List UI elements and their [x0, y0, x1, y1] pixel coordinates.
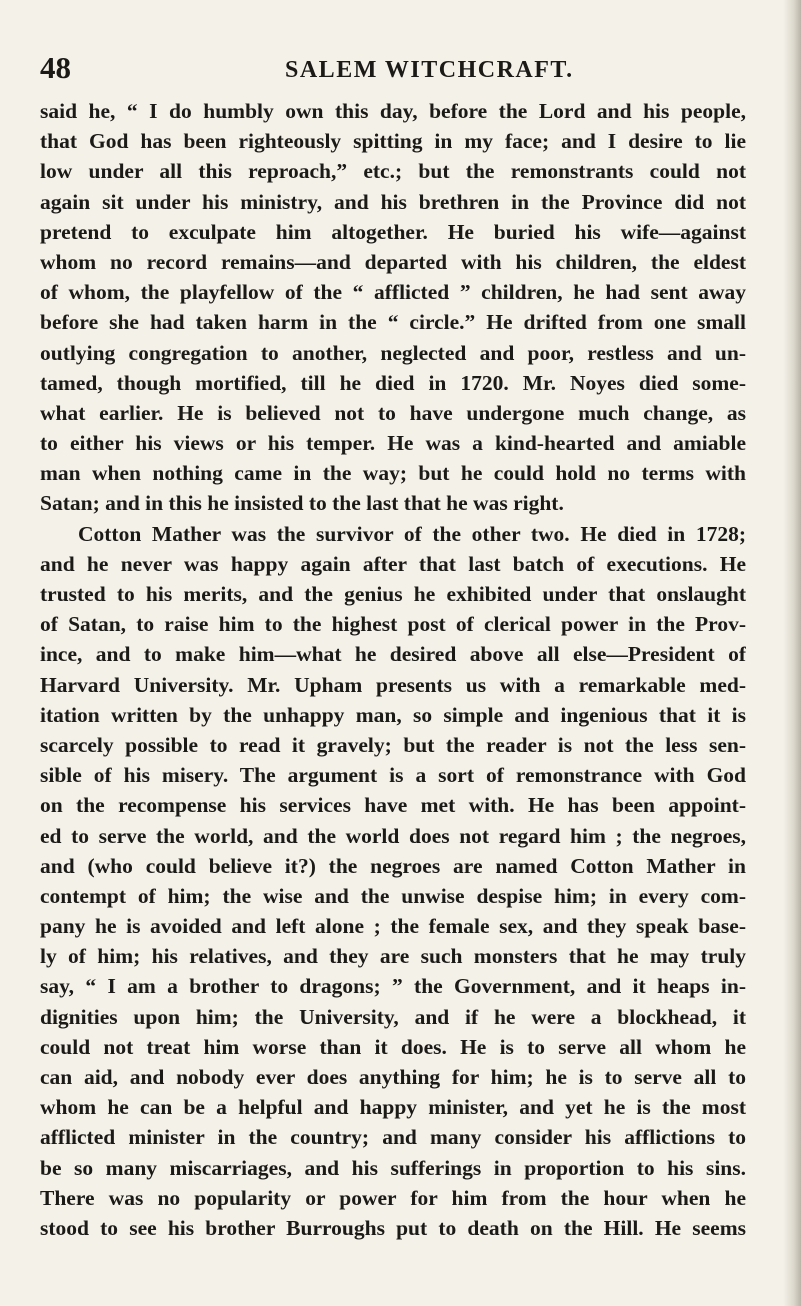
text-line: whom he can be a helpful and happy minister, and yet he is the most [40, 1095, 746, 1120]
text-line: pretend to exculpate him altogether. He buried his wife—against [40, 219, 746, 244]
text-line: pany he is avoided and left alone ; the female sex, and they speak base- [40, 914, 746, 939]
text-line: and (who could believe it?) the negroes are named Cotton Mather in [40, 853, 746, 878]
text-line: contempt of him; the wise and the unwise despise him; in every com- [40, 883, 746, 908]
page-edge-shadow [783, 0, 801, 1306]
text-line: again sit under his ministry, and his brethren in the Province did not [40, 189, 746, 214]
text-line: and he never was happy again after that last batch of executions. He [40, 551, 746, 576]
paragraph-2 [40, 519, 746, 1244]
text-line: ed to serve the world, and the world does not regard him ; the negroes, [40, 823, 746, 848]
text-line: of Satan, to raise him to the highest post of clerical power in the Prov- [40, 612, 746, 637]
text-line: low under all this reproach,” etc.; but the remonstrants could not [40, 159, 746, 184]
running-head [40, 50, 746, 86]
text-line: There was no popularity or power for him from the hour when he [40, 1185, 746, 1210]
text-line: ince, and to make him—what he desired above all else—President of [40, 642, 746, 667]
text-line: outlying congregation to another, neglected and poor, restless and un- [40, 340, 746, 365]
paragraph-1 [40, 96, 746, 519]
text-line: tamed, though mortified, till he died in 1720. Mr. Noyes died some- [40, 370, 746, 395]
text-line: ly of him; his relatives, and they are such monsters that he may truly [40, 944, 746, 969]
running-head-title: SALEM WITCHCRAFT. [285, 57, 574, 83]
body-text [40, 96, 746, 1243]
text-line: what earlier. He is believed not to have undergone much change, as [40, 400, 746, 425]
text-line: dignities upon him; the University, and if he were a blockhead, it [40, 1004, 746, 1029]
text-line: said he, “ I do humbly own this day, before the Lord and his people, [40, 99, 746, 123]
text-line: to either his views or his temper. He was a kind-hearted and amiable [40, 431, 746, 456]
text-line: say, “ I am a brother to dragons; ” the Government, and it heaps in- [40, 974, 746, 999]
text-line: itation written by the unhappy man, so simple and ingenious that it is [40, 702, 746, 727]
text-line: scarcely possible to read it gravely; but the reader is not the less sen- [40, 732, 746, 757]
text-line: could not treat him worse than it does. He is to serve all whom he [40, 1034, 746, 1059]
text-line: that God has been righteously spitting in my face; and I desire to lie [40, 129, 746, 154]
text-line: can aid, and nobody ever does anything for him; he is to serve all to [40, 1065, 746, 1089]
text-line: Cotton Mather was the survivor of the other two. He died in 1728; [78, 521, 746, 546]
text-line: Satan; and in this he insisted to the last that he was right. [40, 491, 564, 516]
text-line: on the recompense his services have met with. He has been appoint- [40, 793, 746, 818]
text-line: sible of his misery. The argument is a sort of remonstrance with God [40, 763, 746, 788]
text-line: before she had taken harm in the “ circle.” He drifted from one small [40, 310, 746, 335]
text-line: whom no record remains—and departed with his children, the eldest [40, 249, 746, 274]
page-number: 48 [40, 50, 71, 85]
text-line: be so many miscarriages, and his sufferings in proportion to his sins. [40, 1155, 746, 1180]
text-line: man when nothing came in the way; but he could hold no terms with [40, 461, 746, 486]
text-line: Harvard University. Mr. Upham presents us with a remarkable med- [40, 672, 746, 697]
text-line: stood to see his brother Burroughs put to death on the Hill. He seems [40, 1215, 746, 1240]
text-line: trusted to his merits, and the genius he exhibited under that onslaught [40, 582, 746, 606]
text-line: of whom, the playfellow of the “ afflicted ” children, he had sent away [40, 280, 746, 305]
text-line: afflicted minister in the country; and many consider his afflictions to [40, 1125, 746, 1150]
